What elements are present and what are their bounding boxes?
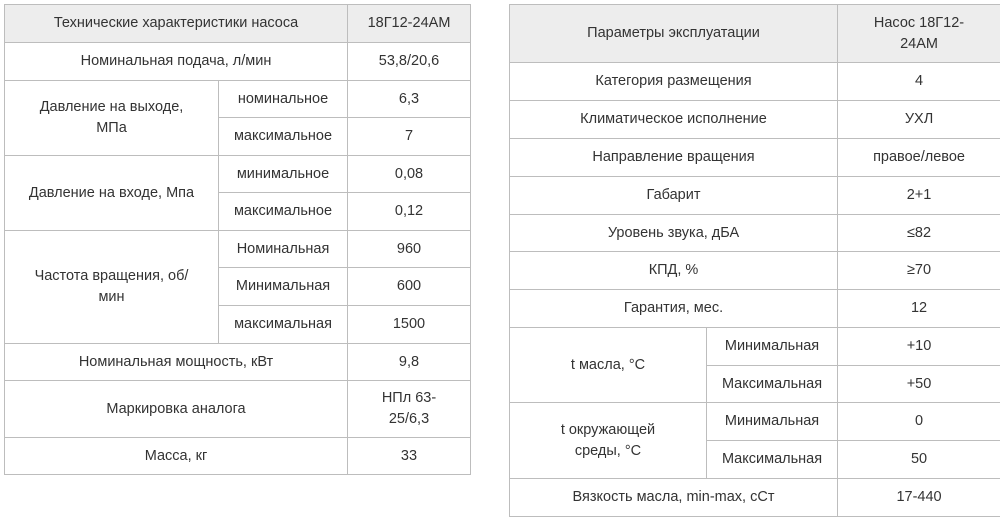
params-header-param: Параметры эксплуатации (510, 5, 838, 63)
row-value: 12 (838, 290, 1000, 328)
row-label: Направление вращения (510, 139, 838, 177)
row-label: Вязкость масла, min-max, cСт (510, 479, 838, 517)
row-value: ≤82 (838, 215, 1000, 252)
row-value: 0,08 (348, 156, 471, 193)
row-value: 4 (838, 63, 1000, 101)
sub-label: Минимальная (707, 403, 838, 441)
row-value: 0 (838, 403, 1000, 441)
sub-label: максимальное (219, 118, 348, 156)
row-value: +10 (838, 328, 1000, 366)
row-label: Уровень звука, дБА (510, 215, 838, 252)
row-label: Маркировка аналога (5, 381, 348, 438)
row-value: 960 (348, 231, 471, 268)
row-label: Габарит (510, 177, 838, 215)
sub-label: минимальное (219, 156, 348, 193)
sub-label: Максимальная (707, 366, 838, 403)
row-value: 1500 (348, 306, 471, 344)
row-value: +50 (838, 366, 1000, 403)
row-value: УХЛ (838, 101, 1000, 139)
row-value: 0,12 (348, 193, 471, 231)
row-value: 53,8/20,6 (348, 43, 471, 81)
group-label: Частота вращения, об/мин (5, 231, 219, 344)
sub-label: максимальная (219, 306, 348, 344)
row-label: Гарантия, мес. (510, 290, 838, 328)
row-value: ≥70 (838, 252, 1000, 290)
row-label: Категория размещения (510, 63, 838, 101)
operation-params-table (509, 4, 1000, 517)
group-label: t окружающей среды, °C (510, 403, 707, 479)
row-value: 9,8 (348, 344, 471, 381)
row-value: 7 (348, 118, 471, 156)
params-header-model: Насос 18Г12-24АМ (838, 5, 1000, 63)
row-value: 6,3 (348, 81, 471, 118)
row-value: 2+1 (838, 177, 1000, 215)
sub-label: Минимальная (707, 328, 838, 366)
row-value: 600 (348, 268, 471, 306)
sub-label: номинальное (219, 81, 348, 118)
pump-specs-table (4, 4, 471, 475)
group-label: Давление на входе, Мпа (5, 156, 219, 231)
group-label: Давление на выходе, МПа (5, 81, 219, 156)
row-value: 17-440 (838, 479, 1000, 517)
row-value: 33 (348, 438, 471, 475)
row-value: НПл 63-25/6,3 (348, 381, 471, 438)
row-label: Климатическое исполнение (510, 101, 838, 139)
sub-label: Номинальная (219, 231, 348, 268)
specs-header-model: 18Г12-24АМ (348, 5, 471, 43)
group-label: t масла, °C (510, 328, 707, 403)
sub-label: Минимальная (219, 268, 348, 306)
row-label: Номинальная подача, л/мин (5, 43, 348, 81)
row-label: Масса, кг (5, 438, 348, 475)
row-label: КПД, % (510, 252, 838, 290)
row-value: правое/левое (838, 139, 1000, 177)
sub-label: Максимальная (707, 441, 838, 479)
sub-label: максимальное (219, 193, 348, 231)
specs-header-param: Технические характеристики насоса (5, 5, 348, 43)
row-value: 50 (838, 441, 1000, 479)
row-label: Номинальная мощность, кВт (5, 344, 348, 381)
